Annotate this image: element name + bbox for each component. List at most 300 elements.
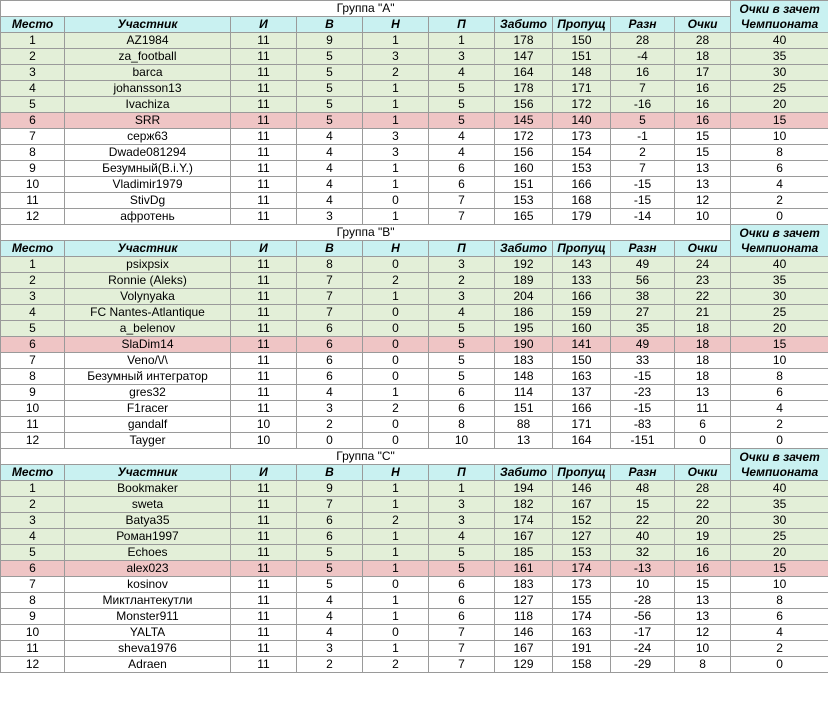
table-row — [1, 385, 828, 401]
column-header: П — [429, 17, 495, 33]
cell-l: 5 — [429, 561, 495, 577]
cell-g: 11 — [231, 113, 297, 129]
cell-w: 5 — [297, 81, 363, 97]
cell-g: 11 — [231, 65, 297, 81]
cell-ga: 153 — [553, 545, 611, 561]
cell-place: 12 — [1, 209, 65, 225]
cell-g: 11 — [231, 529, 297, 545]
column-header-row — [1, 241, 828, 257]
table-row — [1, 625, 828, 641]
cell-gf: 195 — [495, 321, 553, 337]
cell-ga: 143 — [553, 257, 611, 273]
cell-pts: 16 — [675, 113, 731, 129]
cell-place: 3 — [1, 65, 65, 81]
championship-points-header-line1: Очки в зачет — [739, 1, 820, 16]
cell-championship-points: 6 — [731, 161, 828, 177]
cell-diff: 48 — [611, 481, 675, 497]
cell-ga: 137 — [553, 385, 611, 401]
cell-d: 1 — [363, 113, 429, 129]
cell-name: YALTA — [65, 625, 231, 641]
cell-ga: 164 — [553, 433, 611, 449]
cell-gf: 88 — [495, 417, 553, 433]
cell-pts: 10 — [675, 641, 731, 657]
table-row — [1, 353, 828, 369]
cell-name: Ronnie (Aleks) — [65, 273, 231, 289]
cell-ga: 167 — [553, 497, 611, 513]
cell-diff: 22 — [611, 513, 675, 529]
column-header: Очки — [675, 465, 731, 481]
cell-w: 5 — [297, 545, 363, 561]
cell-name: Tayger — [65, 433, 231, 449]
cell-w: 5 — [297, 561, 363, 577]
cell-diff: 7 — [611, 161, 675, 177]
cell-l: 4 — [429, 129, 495, 145]
cell-pts: 13 — [675, 161, 731, 177]
column-header: Разн — [611, 241, 675, 257]
cell-l: 1 — [429, 481, 495, 497]
cell-w: 7 — [297, 289, 363, 305]
cell-place: 10 — [1, 401, 65, 417]
column-header-row — [1, 465, 828, 481]
cell-ga: 152 — [553, 513, 611, 529]
cell-l: 4 — [429, 305, 495, 321]
cell-gf: 161 — [495, 561, 553, 577]
cell-ga: 166 — [553, 289, 611, 305]
cell-l: 10 — [429, 433, 495, 449]
column-header: П — [429, 241, 495, 257]
cell-l: 6 — [429, 401, 495, 417]
cell-gf: 174 — [495, 513, 553, 529]
cell-championship-points: 0 — [731, 209, 828, 225]
cell-gf: 167 — [495, 641, 553, 657]
cell-place: 10 — [1, 625, 65, 641]
column-header: Участник — [65, 465, 231, 481]
standings-body — [1, 1, 828, 673]
cell-ga: 173 — [553, 129, 611, 145]
cell-w: 5 — [297, 113, 363, 129]
cell-name: Adraen — [65, 657, 231, 673]
cell-gf: 190 — [495, 337, 553, 353]
cell-g: 11 — [231, 577, 297, 593]
table-row — [1, 145, 828, 161]
cell-g: 11 — [231, 177, 297, 193]
cell-name: F1racer — [65, 401, 231, 417]
cell-w: 3 — [297, 641, 363, 657]
cell-gf: 204 — [495, 289, 553, 305]
cell-ga: 166 — [553, 177, 611, 193]
cell-gf: 118 — [495, 609, 553, 625]
group-title: Группа "C" — [1, 449, 731, 465]
cell-pts: 22 — [675, 497, 731, 513]
table-row — [1, 433, 828, 449]
cell-d: 3 — [363, 49, 429, 65]
cell-ga: 163 — [553, 369, 611, 385]
cell-name: psixpsix — [65, 257, 231, 273]
cell-l: 4 — [429, 145, 495, 161]
table-row — [1, 641, 828, 657]
cell-w: 4 — [297, 593, 363, 609]
cell-l: 4 — [429, 65, 495, 81]
table-row — [1, 65, 828, 81]
cell-l: 7 — [429, 625, 495, 641]
cell-name: za_football — [65, 49, 231, 65]
column-header: П — [429, 465, 495, 481]
championship-points-header-line1: Очки в зачет — [739, 225, 820, 240]
cell-l: 5 — [429, 337, 495, 353]
cell-w: 4 — [297, 161, 363, 177]
cell-name: Volynyaka — [65, 289, 231, 305]
cell-gf: 145 — [495, 113, 553, 129]
cell-pts: 18 — [675, 369, 731, 385]
cell-ga: 172 — [553, 97, 611, 113]
cell-gf: 153 — [495, 193, 553, 209]
cell-l: 4 — [429, 529, 495, 545]
cell-w: 4 — [297, 625, 363, 641]
cell-gf: 160 — [495, 161, 553, 177]
column-header: Очки — [675, 17, 731, 33]
cell-diff: 28 — [611, 33, 675, 49]
table-row — [1, 337, 828, 353]
cell-ga: 173 — [553, 577, 611, 593]
cell-place: 11 — [1, 417, 65, 433]
cell-w: 6 — [297, 321, 363, 337]
cell-d: 2 — [363, 513, 429, 529]
cell-diff: -4 — [611, 49, 675, 65]
cell-gf: 183 — [495, 577, 553, 593]
cell-championship-points: 30 — [731, 513, 828, 529]
cell-w: 6 — [297, 337, 363, 353]
cell-l: 6 — [429, 161, 495, 177]
table-row — [1, 561, 828, 577]
cell-place: 9 — [1, 161, 65, 177]
cell-place: 6 — [1, 337, 65, 353]
cell-pts: 6 — [675, 417, 731, 433]
cell-l: 6 — [429, 385, 495, 401]
cell-g: 11 — [231, 625, 297, 641]
championship-points-header-line2: Чемпионата — [740, 464, 819, 479]
championship-points-header-line2: Чемпионата — [740, 16, 819, 31]
cell-gf: 147 — [495, 49, 553, 65]
cell-diff: 10 — [611, 577, 675, 593]
cell-pts: 18 — [675, 337, 731, 353]
cell-w: 6 — [297, 369, 363, 385]
cell-name: AZ1984 — [65, 33, 231, 49]
cell-diff: 16 — [611, 65, 675, 81]
cell-diff: -15 — [611, 177, 675, 193]
table-row — [1, 129, 828, 145]
column-header: Место — [1, 17, 65, 33]
cell-championship-points: 15 — [731, 337, 828, 353]
cell-w: 4 — [297, 177, 363, 193]
table-row — [1, 481, 828, 497]
cell-g: 11 — [231, 33, 297, 49]
cell-diff: 35 — [611, 321, 675, 337]
cell-d: 1 — [363, 209, 429, 225]
table-row — [1, 177, 828, 193]
table-row — [1, 321, 828, 337]
cell-diff: 56 — [611, 273, 675, 289]
cell-w: 4 — [297, 193, 363, 209]
cell-diff: -29 — [611, 657, 675, 673]
cell-g: 11 — [231, 257, 297, 273]
cell-diff: 38 — [611, 289, 675, 305]
cell-ga: 163 — [553, 625, 611, 641]
cell-pts: 13 — [675, 609, 731, 625]
cell-g: 11 — [231, 641, 297, 657]
cell-pts: 20 — [675, 513, 731, 529]
cell-w: 8 — [297, 257, 363, 273]
cell-diff: 2 — [611, 145, 675, 161]
cell-l: 3 — [429, 289, 495, 305]
cell-l: 8 — [429, 417, 495, 433]
column-header: Забито — [495, 241, 553, 257]
cell-d: 1 — [363, 609, 429, 625]
cell-ga: 140 — [553, 113, 611, 129]
cell-l: 3 — [429, 497, 495, 513]
cell-place: 1 — [1, 33, 65, 49]
column-header: В — [297, 241, 363, 257]
cell-championship-points: 15 — [731, 561, 828, 577]
cell-place: 11 — [1, 193, 65, 209]
table-row — [1, 529, 828, 545]
cell-diff: -16 — [611, 97, 675, 113]
cell-pts: 18 — [675, 353, 731, 369]
cell-w: 4 — [297, 609, 363, 625]
cell-gf: 148 — [495, 369, 553, 385]
cell-name: Ivachiza — [65, 97, 231, 113]
cell-pts: 16 — [675, 81, 731, 97]
table-row — [1, 161, 828, 177]
cell-diff: 49 — [611, 337, 675, 353]
cell-diff: -56 — [611, 609, 675, 625]
cell-ga: 154 — [553, 145, 611, 161]
cell-championship-points: 10 — [731, 353, 828, 369]
cell-w: 9 — [297, 481, 363, 497]
cell-championship-points: 8 — [731, 369, 828, 385]
cell-diff: 32 — [611, 545, 675, 561]
cell-w: 7 — [297, 305, 363, 321]
cell-w: 7 — [297, 497, 363, 513]
cell-ga: 159 — [553, 305, 611, 321]
cell-championship-points: 2 — [731, 193, 828, 209]
cell-place: 7 — [1, 353, 65, 369]
cell-name: Vladimir1979 — [65, 177, 231, 193]
column-header: Н — [363, 241, 429, 257]
cell-place: 7 — [1, 577, 65, 593]
table-row — [1, 417, 828, 433]
cell-d: 1 — [363, 385, 429, 401]
cell-pts: 21 — [675, 305, 731, 321]
cell-place: 7 — [1, 129, 65, 145]
cell-name: Миктлантекутли — [65, 593, 231, 609]
cell-ga: 158 — [553, 657, 611, 673]
cell-w: 0 — [297, 433, 363, 449]
cell-g: 10 — [231, 433, 297, 449]
column-header: Участник — [65, 241, 231, 257]
group-title-row — [1, 449, 828, 465]
cell-d: 1 — [363, 97, 429, 113]
cell-gf: 127 — [495, 593, 553, 609]
cell-w: 6 — [297, 353, 363, 369]
cell-d: 2 — [363, 65, 429, 81]
cell-g: 11 — [231, 593, 297, 609]
cell-l: 1 — [429, 33, 495, 49]
cell-championship-points: 20 — [731, 321, 828, 337]
cell-w: 5 — [297, 49, 363, 65]
column-header: Пропущ — [553, 17, 611, 33]
cell-diff: -151 — [611, 433, 675, 449]
cell-championship-points: 2 — [731, 417, 828, 433]
cell-d: 1 — [363, 289, 429, 305]
cell-gf: 178 — [495, 33, 553, 49]
cell-l: 7 — [429, 657, 495, 673]
cell-diff: 33 — [611, 353, 675, 369]
cell-diff: -23 — [611, 385, 675, 401]
cell-w: 5 — [297, 577, 363, 593]
cell-d: 0 — [363, 353, 429, 369]
column-header: Н — [363, 465, 429, 481]
cell-name: kosinov — [65, 577, 231, 593]
cell-g: 11 — [231, 129, 297, 145]
cell-d: 1 — [363, 641, 429, 657]
cell-place: 2 — [1, 497, 65, 513]
table-row — [1, 369, 828, 385]
cell-ga: 133 — [553, 273, 611, 289]
cell-championship-points: 4 — [731, 177, 828, 193]
cell-diff: -83 — [611, 417, 675, 433]
cell-d: 2 — [363, 401, 429, 417]
cell-name: Batya35 — [65, 513, 231, 529]
cell-name: афротень — [65, 209, 231, 225]
group-title-row — [1, 1, 828, 17]
cell-gf: 167 — [495, 529, 553, 545]
cell-w: 5 — [297, 65, 363, 81]
cell-d: 0 — [363, 417, 429, 433]
cell-pts: 24 — [675, 257, 731, 273]
cell-d: 1 — [363, 497, 429, 513]
cell-name: Bookmaker — [65, 481, 231, 497]
cell-w: 4 — [297, 129, 363, 145]
cell-place: 4 — [1, 529, 65, 545]
cell-d: 0 — [363, 257, 429, 273]
cell-championship-points: 25 — [731, 305, 828, 321]
table-row — [1, 401, 828, 417]
cell-l: 7 — [429, 193, 495, 209]
cell-championship-points: 0 — [731, 657, 828, 673]
cell-diff: -14 — [611, 209, 675, 225]
championship-points-header-line2: Чемпионата — [740, 240, 819, 255]
cell-place: 11 — [1, 641, 65, 657]
cell-g: 11 — [231, 657, 297, 673]
cell-pts: 15 — [675, 145, 731, 161]
cell-pts: 17 — [675, 65, 731, 81]
table-row — [1, 113, 828, 129]
cell-championship-points: 25 — [731, 81, 828, 97]
table-row — [1, 33, 828, 49]
cell-name: SlaDim14 — [65, 337, 231, 353]
cell-d: 0 — [363, 577, 429, 593]
cell-place: 4 — [1, 305, 65, 321]
cell-d: 0 — [363, 305, 429, 321]
cell-g: 11 — [231, 81, 297, 97]
column-header: В — [297, 465, 363, 481]
championship-points-header — [731, 1, 828, 33]
cell-g: 11 — [231, 545, 297, 561]
cell-l: 5 — [429, 353, 495, 369]
cell-pts: 0 — [675, 433, 731, 449]
cell-diff: -24 — [611, 641, 675, 657]
cell-name: Veno/\/\ — [65, 353, 231, 369]
cell-l: 7 — [429, 641, 495, 657]
cell-place: 6 — [1, 113, 65, 129]
cell-l: 3 — [429, 513, 495, 529]
cell-d: 2 — [363, 273, 429, 289]
cell-g: 11 — [231, 49, 297, 65]
cell-d: 0 — [363, 433, 429, 449]
cell-diff: 27 — [611, 305, 675, 321]
cell-gf: 186 — [495, 305, 553, 321]
championship-points-header-line1: Очки в зачет — [739, 449, 820, 464]
cell-place: 3 — [1, 513, 65, 529]
cell-d: 3 — [363, 129, 429, 145]
cell-d: 1 — [363, 529, 429, 545]
cell-championship-points: 4 — [731, 401, 828, 417]
cell-gf: 183 — [495, 353, 553, 369]
cell-name: Echoes — [65, 545, 231, 561]
group-title: Группа "A" — [1, 1, 731, 17]
column-header: И — [231, 241, 297, 257]
column-header: Н — [363, 17, 429, 33]
cell-name: sweta — [65, 497, 231, 513]
cell-name: johansson13 — [65, 81, 231, 97]
cell-g: 11 — [231, 385, 297, 401]
table-row — [1, 593, 828, 609]
cell-gf: 114 — [495, 385, 553, 401]
column-header: И — [231, 465, 297, 481]
column-header: Участник — [65, 17, 231, 33]
cell-diff: 15 — [611, 497, 675, 513]
cell-pts: 12 — [675, 625, 731, 641]
column-header: Забито — [495, 465, 553, 481]
table-row — [1, 209, 828, 225]
cell-d: 0 — [363, 337, 429, 353]
table-row — [1, 81, 828, 97]
cell-ga: 191 — [553, 641, 611, 657]
cell-w: 2 — [297, 657, 363, 673]
cell-gf: 151 — [495, 401, 553, 417]
cell-l: 5 — [429, 113, 495, 129]
cell-name: Безумный интегратор — [65, 369, 231, 385]
cell-l: 5 — [429, 81, 495, 97]
cell-place: 1 — [1, 257, 65, 273]
column-header: Пропущ — [553, 241, 611, 257]
cell-gf: 146 — [495, 625, 553, 641]
cell-ga: 179 — [553, 209, 611, 225]
cell-ga: 150 — [553, 353, 611, 369]
cell-place: 2 — [1, 49, 65, 65]
cell-d: 0 — [363, 321, 429, 337]
column-header: Пропущ — [553, 465, 611, 481]
cell-ga: 171 — [553, 417, 611, 433]
cell-championship-points: 35 — [731, 497, 828, 513]
cell-l: 2 — [429, 273, 495, 289]
cell-championship-points: 40 — [731, 481, 828, 497]
cell-ga: 168 — [553, 193, 611, 209]
cell-g: 11 — [231, 481, 297, 497]
cell-gf: 189 — [495, 273, 553, 289]
cell-name: gandalf — [65, 417, 231, 433]
cell-championship-points: 20 — [731, 545, 828, 561]
